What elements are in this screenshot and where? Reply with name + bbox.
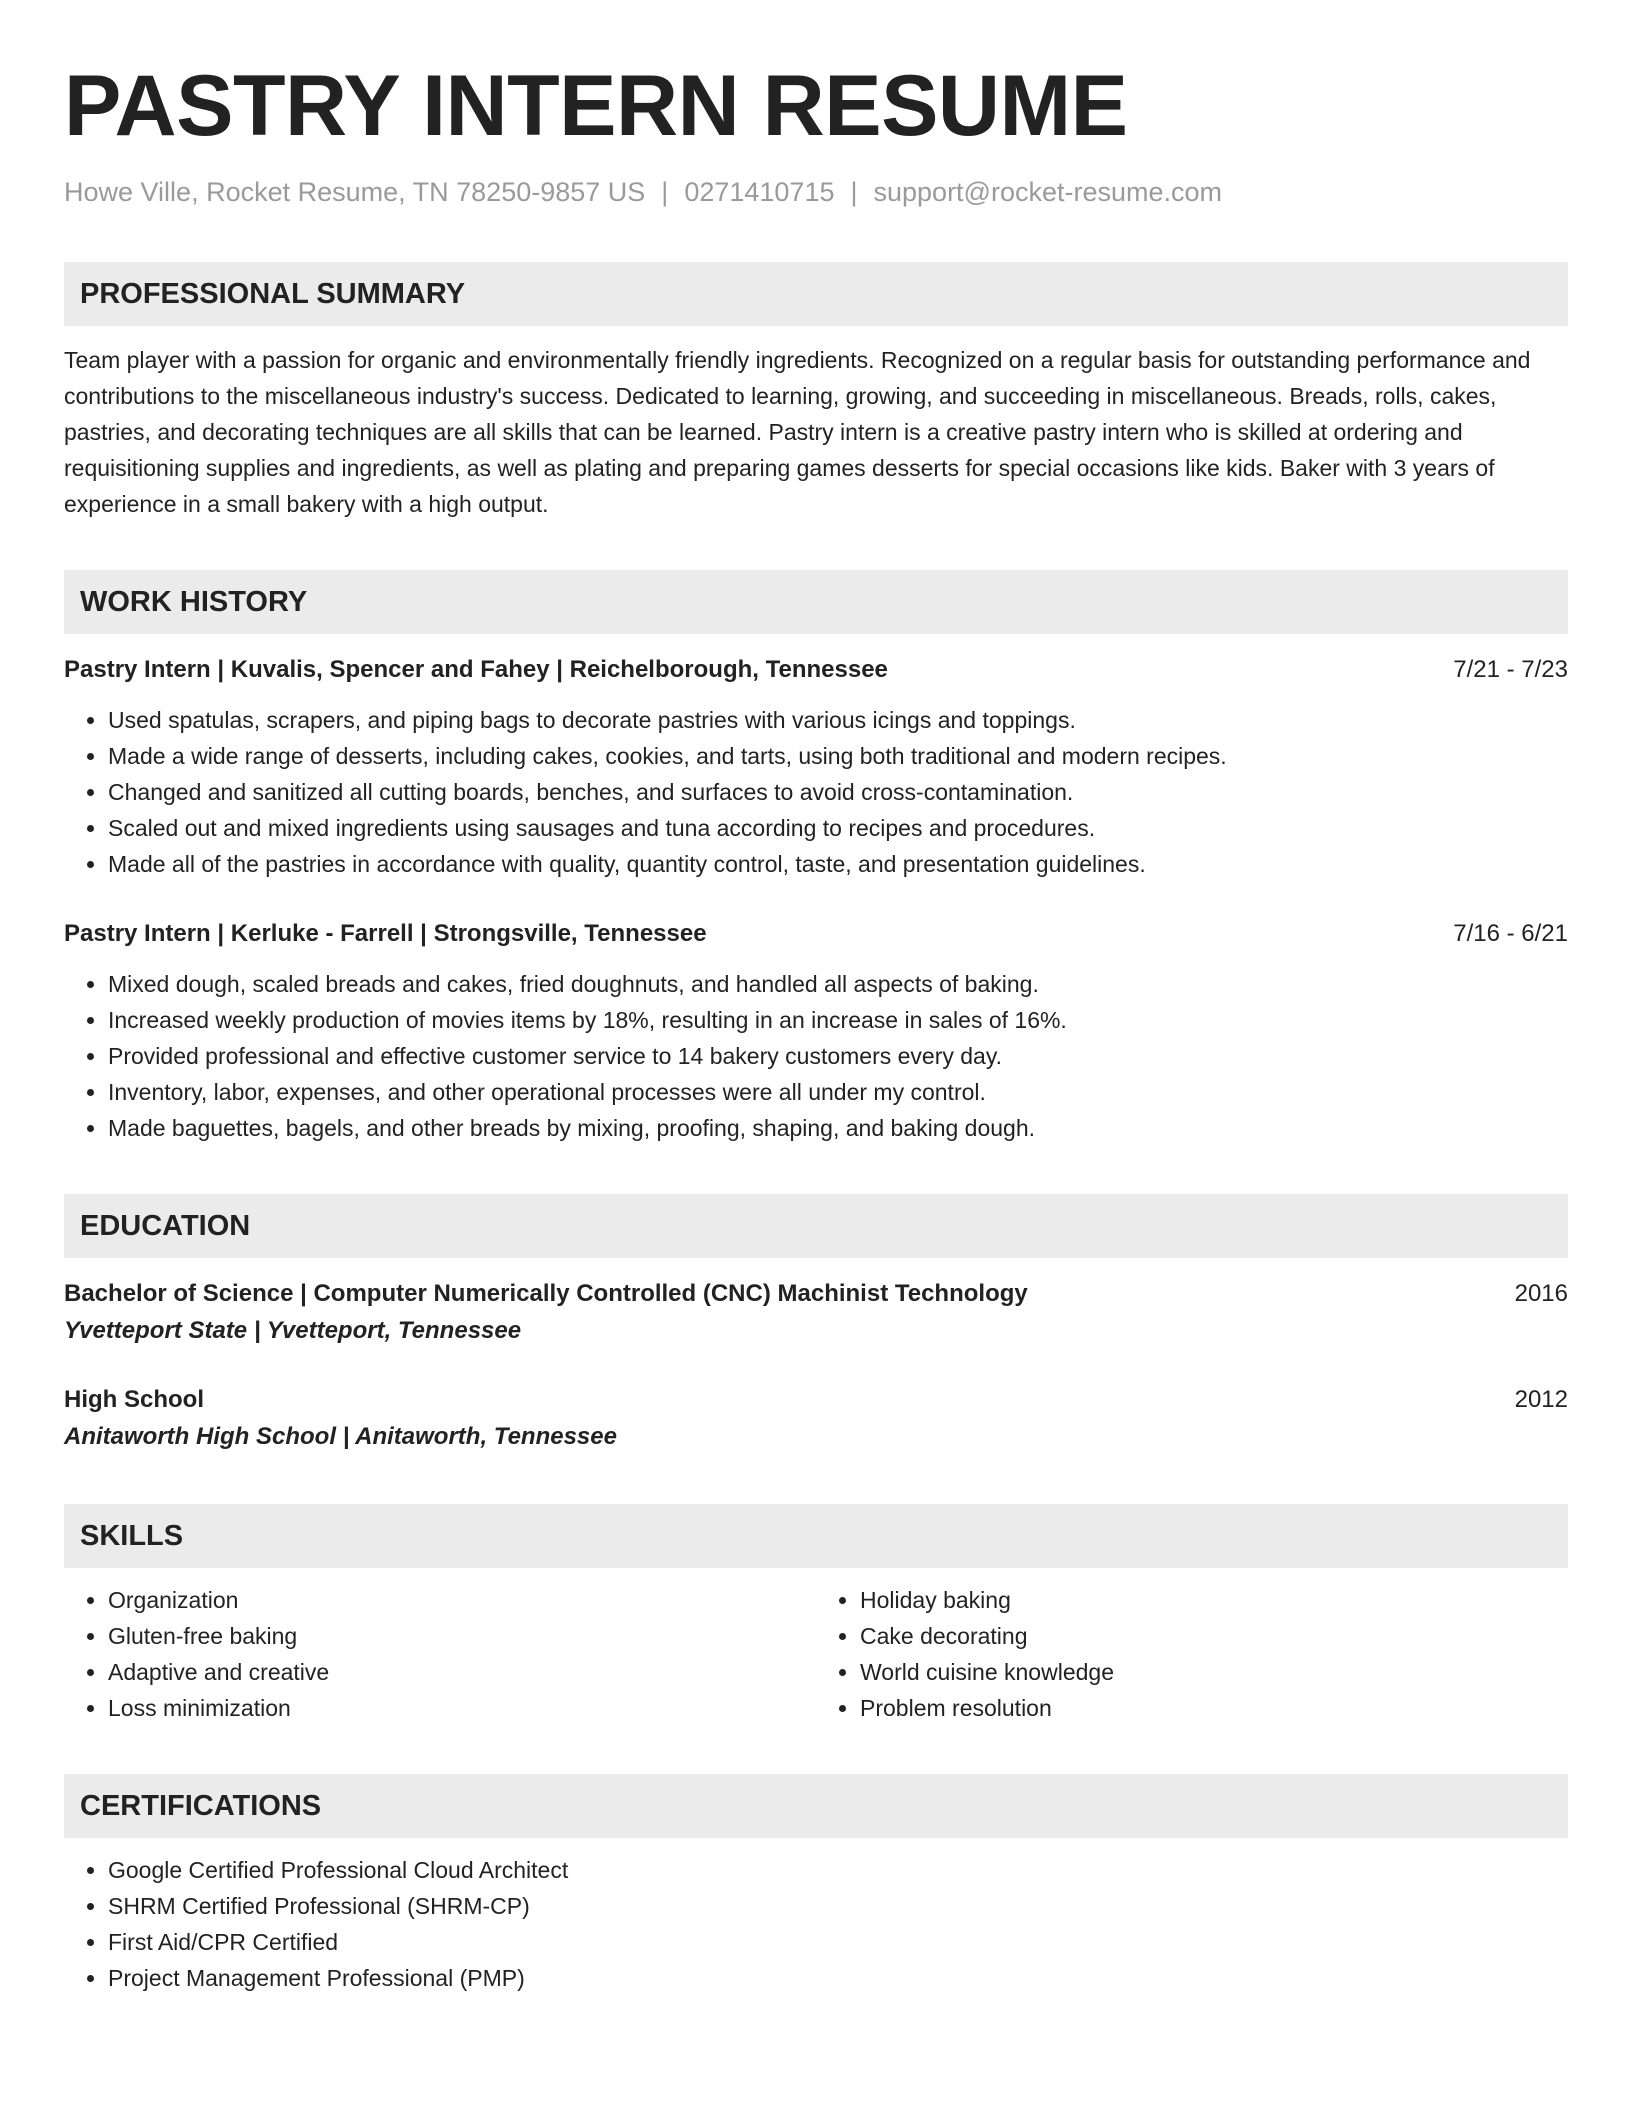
contact-line — [64, 174, 1568, 210]
job-bullet: • Made a wide range of desserts, including cakes, cookies, and tarts, using both traditional and modern recipes. — [108, 738, 1568, 774]
education-year: 2016 — [1514, 1280, 1568, 1307]
education-year: 2012 — [1514, 1386, 1568, 1413]
job-bullet: • Increased weekly production of movies items by 18%, resulting in an increase in sales of 16%. — [108, 1002, 1568, 1038]
education-school: Anitaworth High School | Anitaworth, Tennessee — [64, 1423, 617, 1450]
skill-item: • Organization — [108, 1582, 816, 1618]
contact-separator: | — [661, 177, 669, 207]
job-title: Pastry Intern | Kuvalis, Spencer and Fahey | Reichelborough, Tennessee — [64, 656, 888, 683]
certification-item: • First Aid/CPR Certified — [108, 1924, 1568, 1960]
skills-list — [64, 1582, 1568, 1726]
skill-item: • Adaptive and creative — [108, 1654, 816, 1690]
education-entry — [64, 1276, 1568, 1350]
job-bullet: • Mixed dough, scaled breads and cakes, fried doughnuts, and handled all aspects of baking. — [108, 966, 1568, 1002]
contact-phone: 0271410715 — [684, 177, 835, 207]
job-dates: 7/16 - 6/21 — [1453, 920, 1568, 947]
job-bullet: • Inventory, labor, expenses, and other operational processes were all under my control. — [108, 1074, 1568, 1110]
education-header — [64, 1276, 1568, 1312]
education-header — [64, 1382, 1568, 1418]
resume-title: PASTRY INTERN RESUME — [64, 58, 1128, 154]
section-header-certifications: CERTIFICATIONS — [64, 1774, 1568, 1838]
job-dates: 7/21 - 7/23 — [1453, 656, 1568, 683]
education-entry — [64, 1382, 1568, 1456]
certifications-list — [64, 1852, 1568, 1996]
skill-item: • Loss minimization — [108, 1690, 816, 1726]
section-header-summary: PROFESSIONAL SUMMARY — [64, 262, 1568, 326]
skill-item: • Cake decorating — [860, 1618, 1568, 1654]
certification-item: • Google Certified Professional Cloud Architect — [108, 1852, 1568, 1888]
contact-address: Howe Ville, Rocket Resume, TN 78250-9857 US — [64, 177, 646, 207]
job-bullets — [64, 702, 1568, 882]
skill-item: • Holiday baking — [860, 1582, 1568, 1618]
education-school: Yvetteport State | Yvetteport, Tennessee — [64, 1317, 522, 1344]
job-entry — [64, 916, 1568, 1146]
job-bullet: • Made all of the pastries in accordance with quality, quantity control, taste, and presentation guidelines. — [108, 846, 1568, 882]
job-bullets — [64, 966, 1568, 1146]
summary-text: Team player with a passion for organic and environmentally friendly ingredients. Recognized on a regular basis for outstanding performance and contributions to the miscellaneous industry's success. Dedicated to learning, growing, and succeeding in miscellaneous. Breads, rolls, cakes, pastries, and decorating techniques are all skills that can be learned. Pastry intern is a creative pastry intern who is skilled at ordering and requisitioning supplies and ingredients, as well as plating and preparing games desserts for special occasions like kids. Baker with 3 years of experience in a small bakery with a high output. — [64, 347, 1531, 517]
job-bullet: • Provided professional and effective customer service to 14 bakery customers every day. — [108, 1038, 1568, 1074]
contact-email: support@rocket-resume.com — [873, 177, 1223, 207]
job-header — [64, 916, 1568, 952]
section-header-skills: SKILLS — [64, 1504, 1568, 1568]
job-entry — [64, 652, 1568, 882]
section-header-work-history: WORK HISTORY — [64, 570, 1568, 634]
skills-column-right — [816, 1582, 1568, 1726]
skill-item: • Problem resolution — [860, 1690, 1568, 1726]
certification-item: • Project Management Professional (PMP) — [108, 1960, 1568, 1996]
job-bullet: • Scaled out and mixed ingredients using sausages and tuna according to recipes and procedures. — [108, 810, 1568, 846]
education-degree: Bachelor of Science | Computer Numerically Controlled (CNC) Machinist Technology — [64, 1280, 1028, 1307]
skills-column-left — [64, 1582, 816, 1726]
job-bullet: • Used spatulas, scrapers, and piping bags to decorate pastries with various icings and toppings. — [108, 702, 1568, 738]
job-bullet: • Made baguettes, bagels, and other breads by mixing, proofing, shaping, and baking dough. — [108, 1110, 1568, 1146]
job-header — [64, 652, 1568, 688]
contact-separator: | — [850, 177, 858, 207]
certification-item: • SHRM Certified Professional (SHRM-CP) — [108, 1888, 1568, 1924]
section-header-education: EDUCATION — [64, 1194, 1568, 1258]
skill-item: • World cuisine knowledge — [860, 1654, 1568, 1690]
job-title: Pastry Intern | Kerluke - Farrell | Strongsville, Tennessee — [64, 920, 707, 947]
education-degree: High School — [64, 1386, 204, 1413]
job-bullet: • Changed and sanitized all cutting boards, benches, and surfaces to avoid cross-contamination. — [108, 774, 1568, 810]
skill-item: • Gluten-free baking — [108, 1618, 816, 1654]
